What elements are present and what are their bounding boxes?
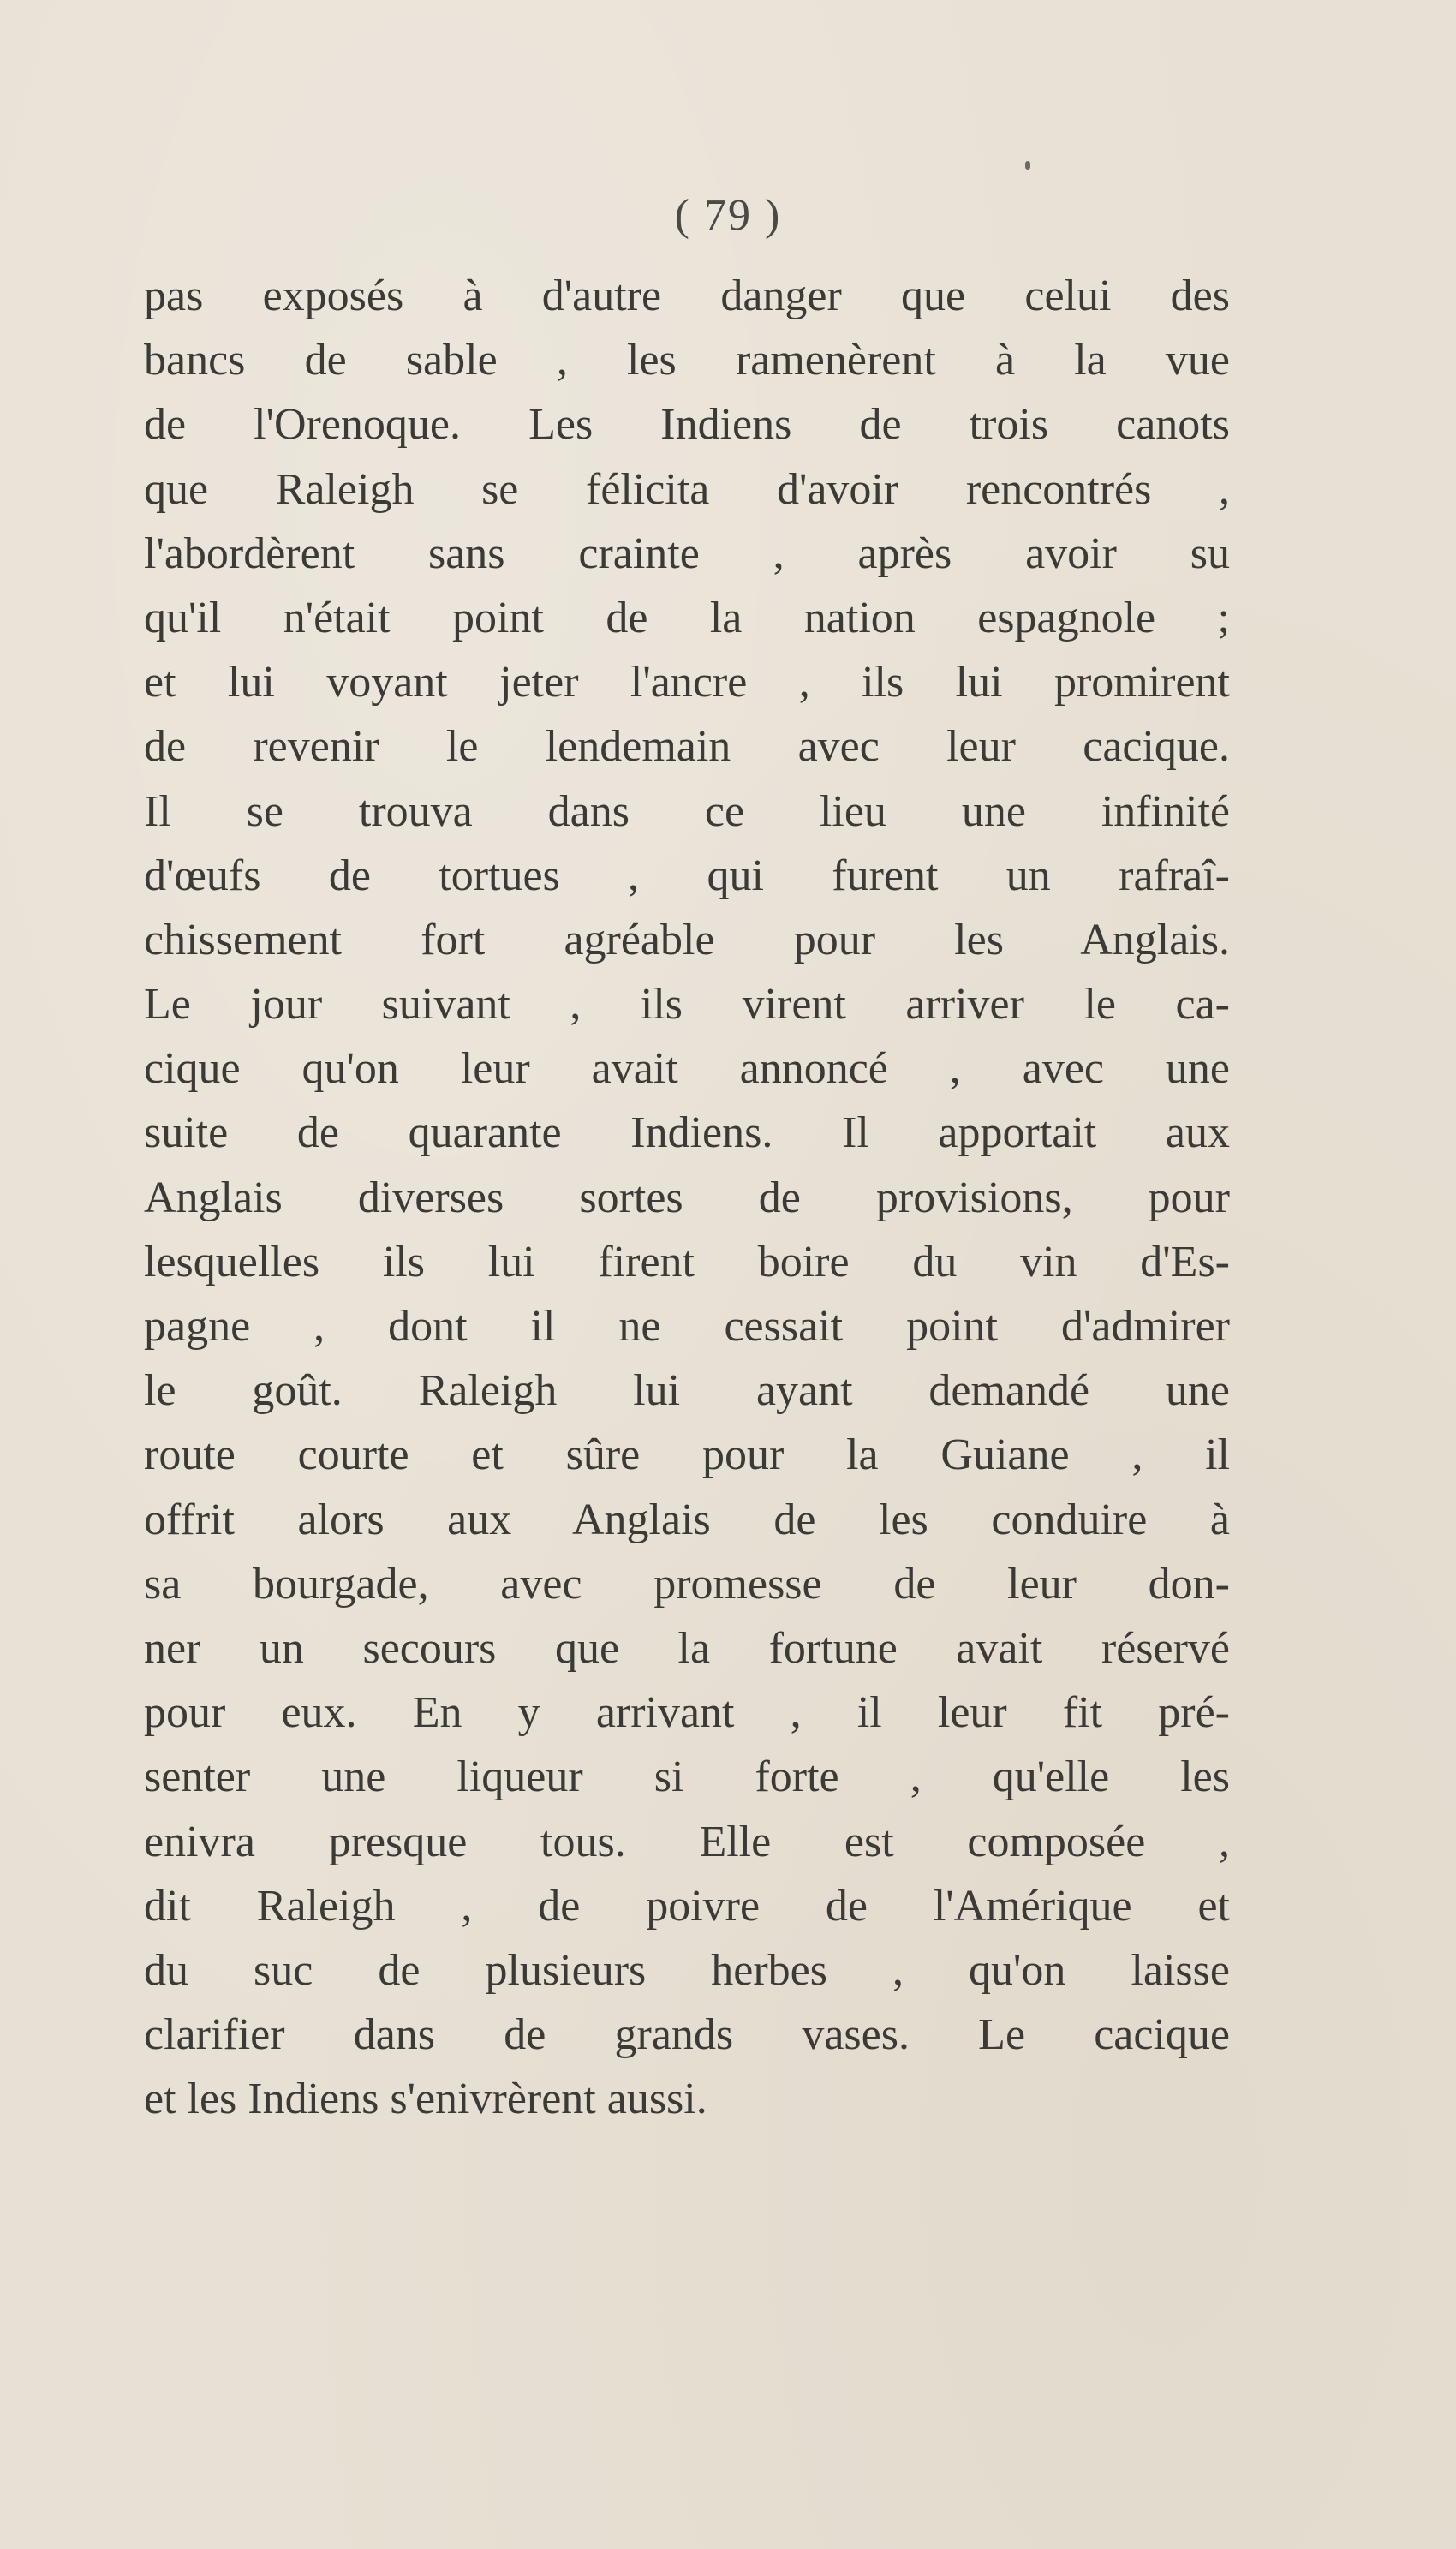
- body-text: [144, 264, 1230, 2131]
- text-line: d'œufs de tortues , qui furent un rafraî-: [144, 851, 1230, 900]
- text-line: et lui voyant jeter l'ancre , ils lui promirent: [144, 658, 1230, 707]
- text-line: bancs de sable , les ramenèrent à la vue: [144, 336, 1230, 385]
- text-line: cique qu'on leur avait annoncé , avec une: [144, 1044, 1230, 1094]
- text-line: Le jour suivant , ils virent arriver le ca-: [144, 980, 1230, 1030]
- text-line: pagne , dont il ne cessait point d'admirer: [144, 1302, 1230, 1351]
- text-line: senter une liqueur si forte , qu'elle les: [144, 1752, 1230, 1802]
- text-line: le goût. Raleigh lui ayant demandé une: [144, 1366, 1230, 1416]
- text-line: lesquelles ils lui firent boire du vin d'Es-: [144, 1237, 1230, 1286]
- text-line: qu'il n'était point de la nation espagnole ;: [144, 593, 1230, 642]
- text-line: de l'Orenoque. Les Indiens de trois canots: [144, 400, 1230, 450]
- text-line: clarifier dans de grands vases. Le cacique: [144, 2010, 1230, 2060]
- text-line: dit Raleigh , de poivre de l'Amérique et: [144, 1881, 1230, 1931]
- text-line: et les Indiens s'enivrèrent aussi.: [144, 2074, 707, 2124]
- text-line: Anglais diverses sortes de provisions, pour: [144, 1173, 1230, 1222]
- text-line: pas exposés à d'autre danger que celui des: [144, 272, 1230, 320]
- text-line: Il se trouva dans ce lieu une infinité: [144, 786, 1230, 836]
- page-number: ( 79 ): [674, 191, 782, 240]
- text-line: suite de quarante Indiens. Il apportait aux: [144, 1108, 1230, 1158]
- text-line: de revenir le lendemain avec leur cacique.: [144, 722, 1230, 772]
- text-line: que Raleigh se félicita d'avoir rencontrés ,: [144, 464, 1230, 514]
- text-line: enivra presque tous. Elle est composée ,: [144, 1817, 1230, 1866]
- text-line: du suc de plusieurs herbes , qu'on laisse: [144, 1945, 1230, 1995]
- ink-speck: [1025, 161, 1030, 170]
- text-line: l'abordèrent sans crainte , après avoir su: [144, 528, 1230, 578]
- text-line: sa bourgade, avec promesse de leur don-: [144, 1559, 1230, 1609]
- text-line: route courte et sûre pour la Guiane , il: [144, 1430, 1230, 1480]
- text-line: ner un secours que la fortune avait réservé: [144, 1623, 1230, 1673]
- text-line: chissement fort agréable pour les Anglais.: [144, 915, 1230, 964]
- text-line: offrit alors aux Anglais de les conduire à: [144, 1495, 1230, 1544]
- text-line: pour eux. En y arrivant , il leur fit pré-: [144, 1688, 1230, 1738]
